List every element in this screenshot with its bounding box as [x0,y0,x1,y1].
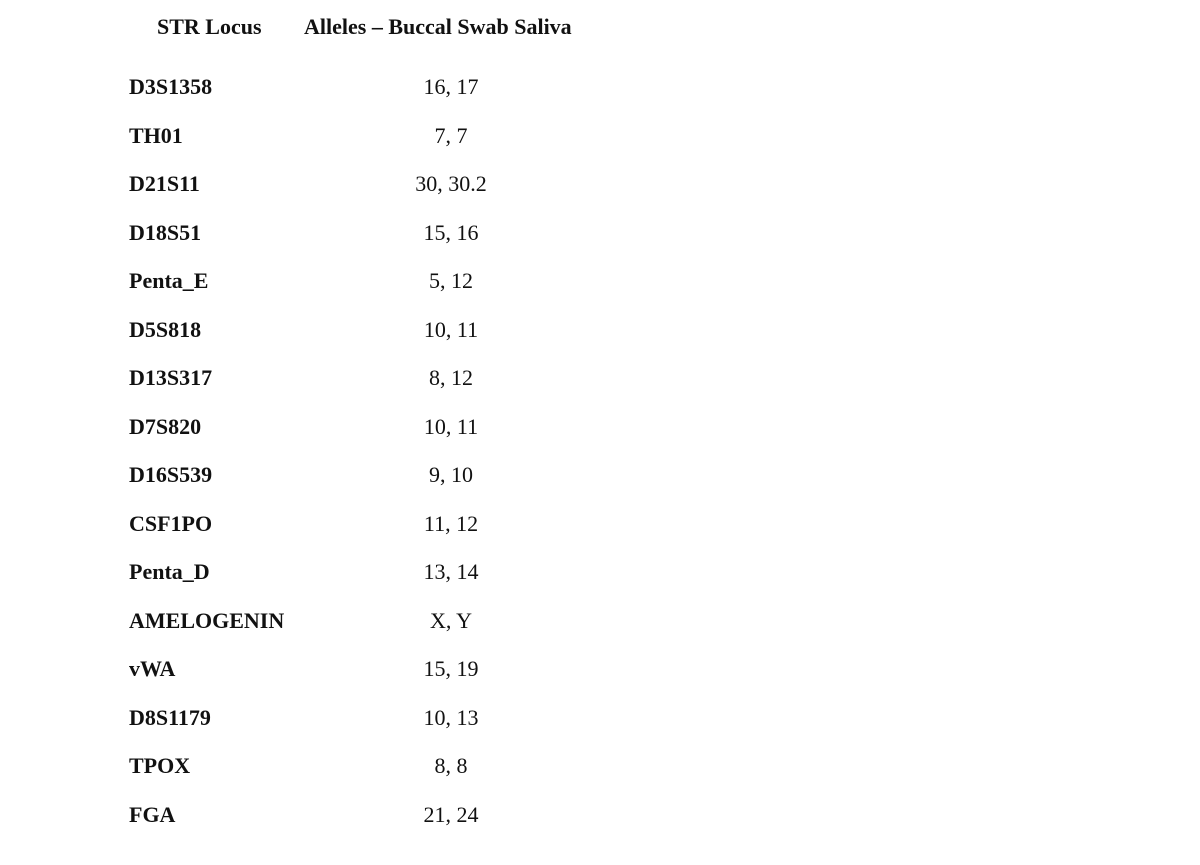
locus-cell: D18S51 [129,219,202,245]
locus-cell: Penta_E [129,268,209,293]
locus-cell: D5S818 [129,316,202,342]
alleles-cell: 8, 8 [434,753,468,778]
alleles-cell: 7, 7 [434,122,468,148]
alleles-cell: 16, 17 [423,74,479,99]
alleles-cell: 30, 30.2 [415,171,487,196]
alleles-cell: 10, 13 [423,704,479,730]
column-header-alleles: Alleles – Buccal Swab Saliva [304,14,572,39]
alleles-cell: 15, 19 [423,656,479,681]
locus-cell: FGA [129,801,176,827]
table-row [0,171,1200,220]
column-header-locus: STR Locus [157,14,262,39]
locus-cell: Penta_D [129,559,210,584]
alleles-cell: 8, 12 [429,365,473,390]
table-row [0,753,1200,802]
locus-cell: D16S539 [129,462,213,487]
table-row [0,123,1200,172]
table-row [0,414,1200,463]
alleles-cell: 5, 12 [429,268,473,293]
locus-cell: D7S820 [129,413,202,439]
table-row [0,268,1200,317]
table-body [0,74,1200,850]
alleles-cell: X, Y [430,607,472,633]
locus-cell: D3S1358 [129,74,213,99]
table-row [0,705,1200,754]
table-header [0,14,1200,44]
table-row [0,802,1200,851]
alleles-cell: 11, 12 [423,510,479,536]
table-row [0,220,1200,269]
locus-cell: D8S1179 [129,704,211,730]
locus-cell: D13S317 [129,365,213,390]
table-row [0,559,1200,608]
table-row [0,365,1200,414]
alleles-cell: 10, 11 [423,316,479,342]
locus-cell: D21S11 [129,171,200,196]
table-row [0,462,1200,511]
alleles-cell: 13, 14 [423,559,479,584]
alleles-cell: 10, 11 [423,413,479,439]
table-row [0,74,1200,123]
alleles-cell: 15, 16 [423,219,479,245]
table-row [0,511,1200,560]
locus-cell: vWA [129,656,176,681]
locus-cell: CSF1PO [129,510,213,536]
table-row [0,656,1200,705]
table-row [0,608,1200,657]
locus-cell: AMELOGENIN [129,607,285,633]
locus-cell: TH01 [129,122,183,148]
alleles-cell: 9, 10 [429,462,473,487]
table-row [0,317,1200,366]
alleles-cell: 21, 24 [423,801,479,827]
locus-cell: TPOX [129,753,191,778]
